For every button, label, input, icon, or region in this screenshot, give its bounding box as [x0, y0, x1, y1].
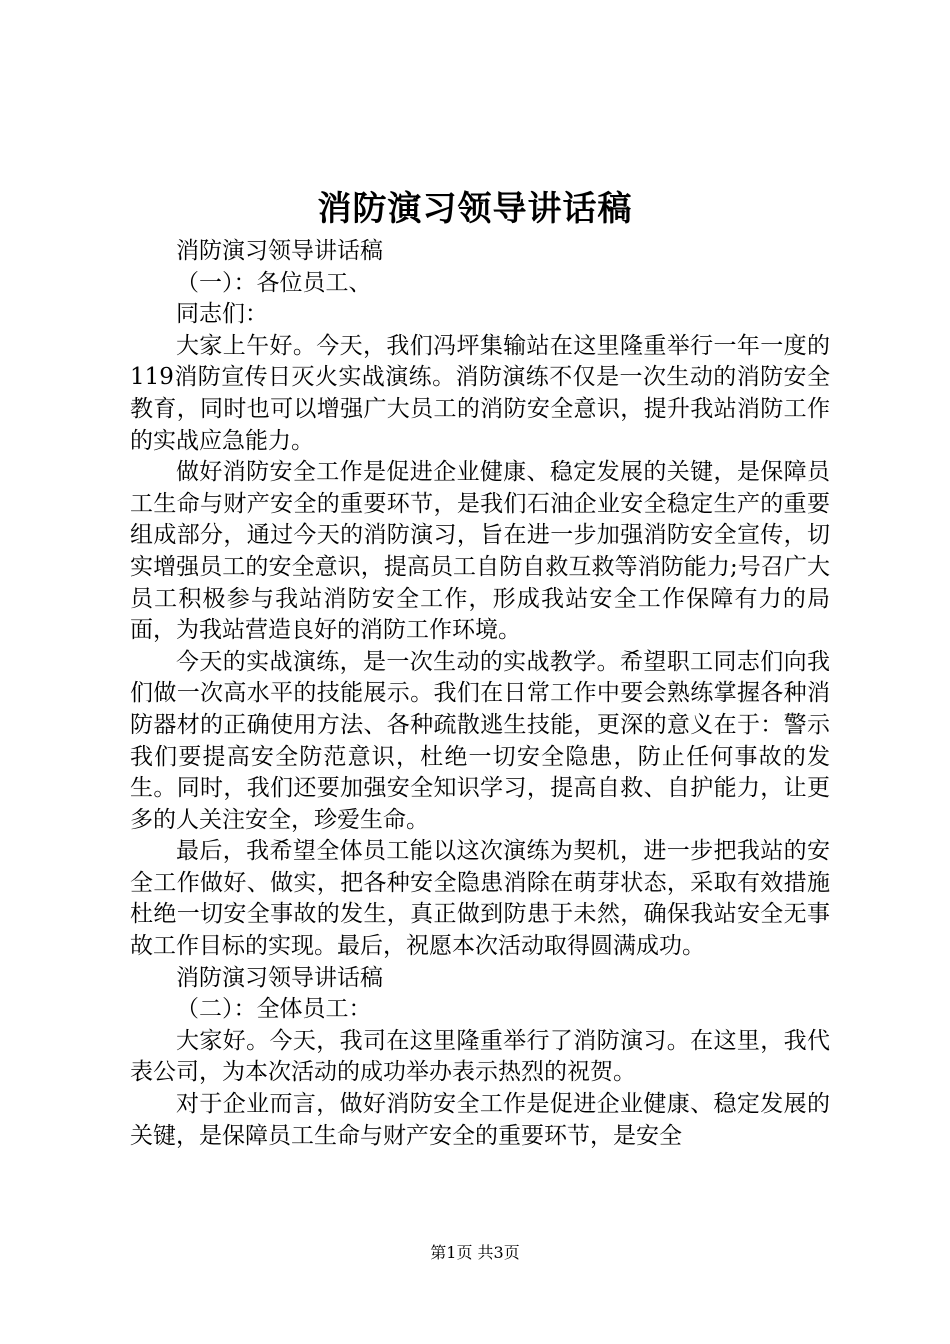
- paragraph: 最后，我希望全体员工能以这次演练为契机，进一步把我站的安全工作做好、做实，把各种安全隐患消除在萌芽状态，采取有效措施杜绝一切安全事故的发生，真正做到防患于未然，确保我站安全无事故工作目标的实现。最后，祝愿本次活动取得圆满成功。: [130, 838, 830, 960]
- paragraph: 消防演习领导讲话稿: [176, 238, 383, 264]
- paragraph: 做好消防安全工作是促进企业健康、稳定发展的关键，是保障员工生命与财产安全的重要环节，是我们石油企业安全稳定生产的重要组成部分，通过今天的消防演习，旨在进一步加强消防安全宣传，切实增强员工的安全意识，提高员工自防自救互救等消防能力;号召广大员工积极参与我站消防安全工作，形成我站安全工作保障有力的局面，为我站营造良好的消防工作环境。: [130, 459, 830, 644]
- page-footer: 第1页 共3页: [430, 1243, 520, 1262]
- paragraph: 同志们：: [176, 301, 268, 328]
- document-title: 消防演习领导讲话稿: [317, 189, 633, 229]
- paragraph: 今天的实战演练，是一次生动的实战教学。希望职工同志们向我们做一次高水平的技能展示。我们在日常工作中要会熟练掌握各种消防器材的正确使用方法、各种疏散逃生技能，更深的意义在于：警示我们要提高安全防范意识，杜绝一切安全隐患，防止任何事故的发生。同时，我们还要加强安全知识学习，提高自救、自护能力，让更多的人关注安全，珍爱生命。: [130, 648, 830, 833]
- document-body: [130, 236, 830, 1152]
- paragraph: 消防演习领导讲话稿: [176, 964, 383, 991]
- paragraph: 对于企业而言，做好消防安全工作是促进企业健康、稳定发展的关键，是保障员工生命与财产安全的重要环节，是安全: [130, 1091, 830, 1149]
- paragraph: 大家好。今天，我司在这里隆重举行了消防演习。在这里，我代表公司，为本次活动的成功举办表示热烈的祝贺。: [130, 1027, 830, 1086]
- paragraph: （一）：各位员工、: [176, 269, 372, 296]
- paragraph: 大家上午好。今天，我们冯坪集输站在这里隆重举行一年一度的119消防宣传日灭火实战演练。消防演练不仅是一次生动的消防安全教育，同时也可以增强广大员工的消防安全意识，提升我站消防工作的实战应急能力。: [130, 332, 830, 454]
- paragraph: （二）：全体员工：: [176, 996, 372, 1023]
